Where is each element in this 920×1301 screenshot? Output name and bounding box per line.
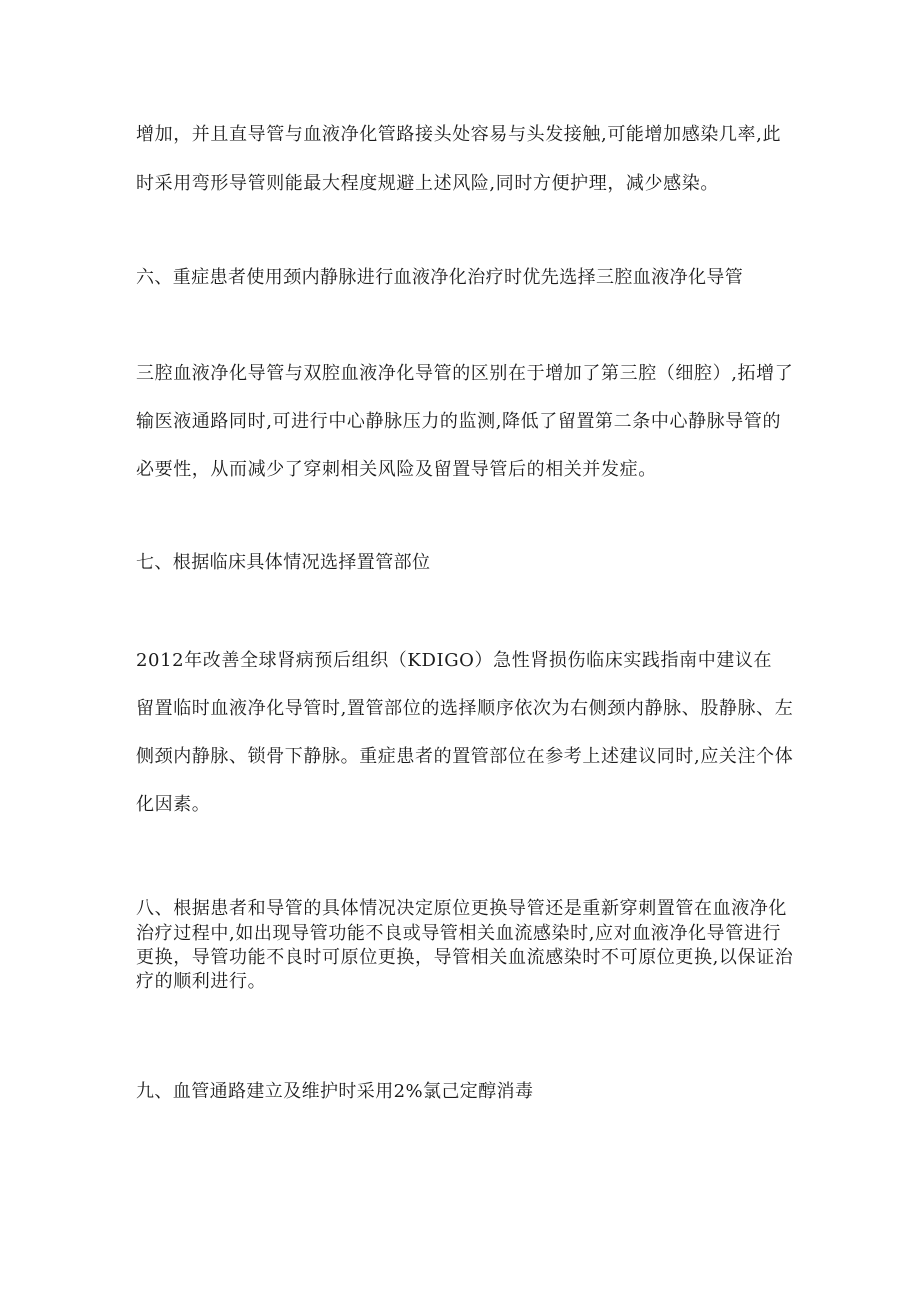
section-heading-8-line-4: 疗的顺利进行。 bbox=[136, 971, 267, 992]
paragraph-2-line-3: 必要性，从而减少了穿刺相关风险及留置导管后的相关并发症。 bbox=[136, 459, 657, 480]
section-heading-8-line-3: 更换，导管功能不良时可原位更换，导管相关血流感染时不可原位更换,以保证治 bbox=[136, 947, 794, 968]
paragraph-1-line-1: 增加，并且直导管与血液净化管路接头处容易与头发接触,可能增加感染几率,此 bbox=[136, 124, 782, 145]
section-heading-7: 七、根据临床具体情况选择置管部位 bbox=[136, 552, 431, 573]
section-heading-6: 六、重症患者使用颈内静脉进行血液净化治疗时优先选择三腔血液净化导管 bbox=[136, 267, 744, 288]
section-heading-8-line-1: 八、根据患者和导管的具体情况决定原位更换导管还是重新穿刺置管在血液净化 bbox=[136, 898, 787, 919]
paragraph-1-line-2: 时采用弯形导管则能最大程度规避上述风险,同时方便护理，减少感染。 bbox=[136, 173, 719, 194]
paragraph-3-line-4: 化因素。 bbox=[136, 794, 211, 815]
paragraph-2-line-1: 三腔血液净化导管与双腔血液净化导管的区别在于增加了第三腔（细腔）,拓增了 bbox=[136, 363, 794, 384]
paragraph-2-line-2: 输医液通路同时,可进行中心静脉压力的监测,降低了留置第二条中心静脉导管的 bbox=[136, 411, 782, 432]
section-heading-9: 九、血管通路建立及维护时采用2%氯己定醇消毒 bbox=[136, 1081, 534, 1102]
paragraph-3-line-2: 留置临时血液净化导管时,置管部位的选择顺序依次为右侧颈内静脉、股静脉、左 bbox=[136, 698, 794, 719]
paragraph-3-line-1: 2012年改善全球肾病预后组织（KDIGO）急性肾损伤临床实践指南中建议在 bbox=[136, 650, 773, 671]
paragraph-3-line-3: 侧颈内静脉、锁骨下静脉。重症患者的置管部位在参考上述建议同时,应关注个体 bbox=[136, 746, 794, 767]
section-heading-8-line-2: 治疗过程中,如出现导管功能不良或导管相关血流感染时,应对血液净化导管进行 bbox=[136, 923, 782, 944]
